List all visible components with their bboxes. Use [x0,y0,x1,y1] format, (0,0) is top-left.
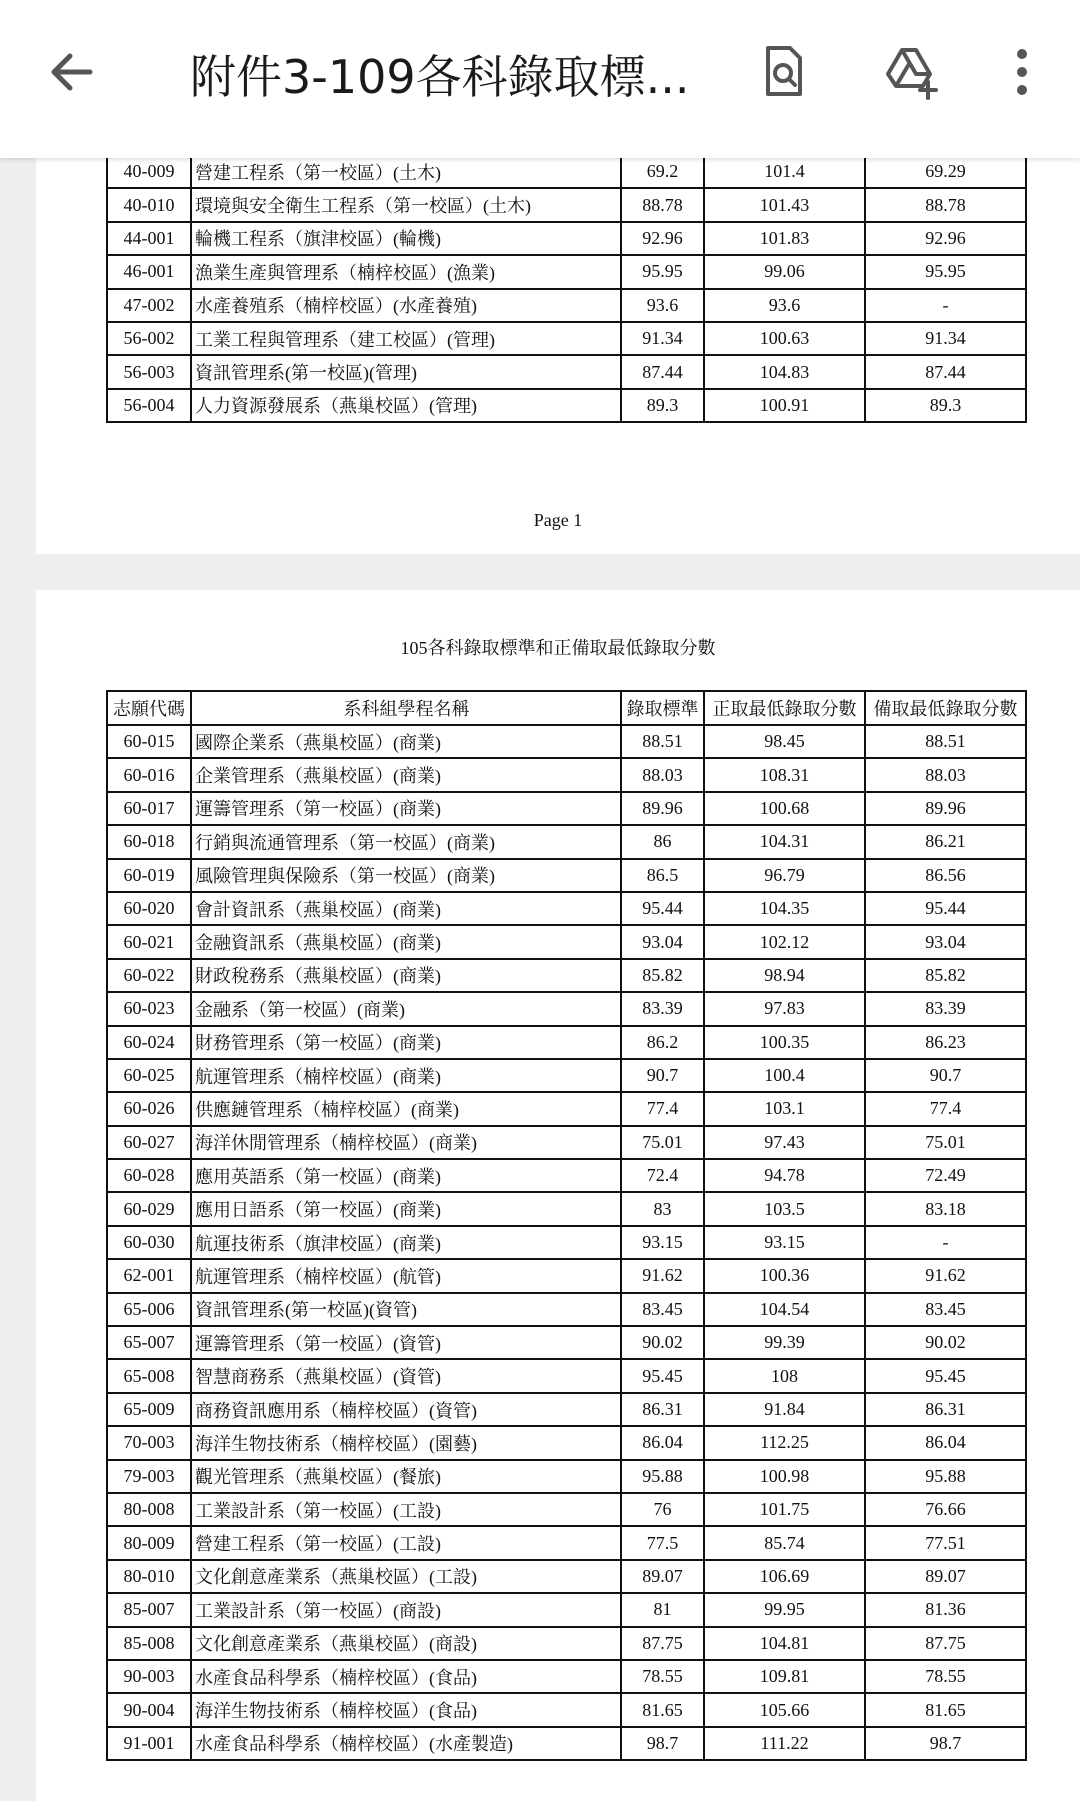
cell-regular-min: 100.91 [704,389,865,422]
table-row [107,322,1026,355]
add-to-drive-icon[interactable] [880,42,940,102]
table-row [107,1493,1026,1526]
cell-alternate-min: 89.07 [865,1560,1026,1593]
cell-regular-min: 100.35 [704,1026,865,1059]
table-row [107,1126,1026,1159]
document-title: 附件3-109各科錄取標... [190,50,690,104]
cell-standard: 83 [621,1192,704,1225]
cell-name: 工業工程與管理系（建工校區）(管理) [191,322,621,355]
cell-standard: 93.6 [621,289,704,322]
cell-code: 60-026 [107,1092,191,1125]
cell-code: 60-029 [107,1192,191,1225]
cell-name: 航運管理系（楠梓校區）(航管) [191,1259,621,1292]
cell-alternate-min: 90.02 [865,1326,1026,1359]
header-alternate-min: 備取最低錄取分數 [865,691,1026,725]
cell-alternate-min: 95.44 [865,892,1026,925]
cell-name: 航運管理系（楠梓校區）(商業) [191,1059,621,1092]
cell-standard: 83.39 [621,992,704,1025]
cell-standard: 89.96 [621,792,704,825]
cell-code: 60-028 [107,1159,191,1192]
table-row [107,959,1026,992]
cell-name: 金融系（第一校區）(商業) [191,992,621,1025]
cell-standard: 72.4 [621,1159,704,1192]
more-vert-icon[interactable] [1000,42,1044,102]
cell-regular-min: 98.94 [704,959,865,992]
cell-code: 65-007 [107,1326,191,1359]
table-row [107,1727,1026,1760]
cell-alternate-min: 86.21 [865,825,1026,858]
cell-alternate-min: 92.96 [865,222,1026,255]
cell-regular-min: 94.78 [704,1159,865,1192]
cell-standard: 86 [621,825,704,858]
cell-regular-min: 104.31 [704,825,865,858]
cell-regular-min: 104.35 [704,892,865,925]
cell-alternate-min: 78.55 [865,1660,1026,1693]
cell-code: 80-008 [107,1493,191,1526]
cell-alternate-min: 77.4 [865,1092,1026,1125]
cell-code: 60-025 [107,1059,191,1092]
cell-alternate-min: 75.01 [865,1126,1026,1159]
cell-code: 60-017 [107,792,191,825]
header-standard: 錄取標準 [621,691,704,725]
cell-standard: 88.51 [621,725,704,758]
cell-regular-min: 100.63 [704,322,865,355]
cell-standard: 76 [621,1493,704,1526]
cell-name: 資訊管理系(第一校區)(資管) [191,1293,621,1326]
cell-code: 60-027 [107,1126,191,1159]
cell-code: 60-024 [107,1026,191,1059]
cell-name: 工業設計系（第一校區）(工設) [191,1493,621,1526]
cell-name: 觀光管理系（燕巢校區）(餐旅) [191,1460,621,1493]
cell-name: 海洋生物技術系（楠梓校區）(園藝) [191,1426,621,1459]
table-row [107,925,1026,958]
cell-name: 行銷與流通管理系（第一校區）(商業) [191,825,621,858]
cell-alternate-min: 86.23 [865,1026,1026,1059]
cell-alternate-min: 89.3 [865,389,1026,422]
table-row [107,1326,1026,1359]
table-row [107,1159,1026,1192]
cell-regular-min: 109.81 [704,1660,865,1693]
cell-code: 85-007 [107,1593,191,1626]
cell-regular-min: 102.12 [704,925,865,958]
cell-regular-min: 100.4 [704,1059,865,1092]
cell-standard: 87.44 [621,355,704,388]
table-row [107,1092,1026,1125]
cell-alternate-min: 76.66 [865,1493,1026,1526]
cell-name: 運籌管理系（第一校區）(商業) [191,792,621,825]
pdf-page-2 [36,590,1080,1801]
header-regular-min: 正取最低錄取分數 [704,691,865,725]
table-row [107,1359,1026,1392]
cell-regular-min: 97.83 [704,992,865,1025]
cell-name: 財務管理系（第一校區）(商業) [191,1026,621,1059]
table-row [107,389,1026,422]
cell-regular-min: 99.95 [704,1593,865,1626]
cell-name: 會計資訊系（燕巢校區）(商業) [191,892,621,925]
cell-regular-min: 101.43 [704,188,865,221]
cell-code: 62-001 [107,1259,191,1292]
table-row [107,355,1026,388]
table-row [107,1560,1026,1593]
table-row [107,222,1026,255]
cell-alternate-min: 98.7 [865,1727,1026,1760]
cell-name: 應用英語系（第一校區）(商業) [191,1159,621,1192]
cell-code: 56-002 [107,322,191,355]
cell-regular-min: 112.25 [704,1426,865,1459]
cell-alternate-min: 81.65 [865,1693,1026,1726]
cell-standard: 81 [621,1593,704,1626]
cell-code: 65-006 [107,1293,191,1326]
cell-name: 水產食品科學系（楠梓校區）(水產製造) [191,1727,621,1760]
cell-regular-min: 98.45 [704,725,865,758]
cell-standard: 89.07 [621,1560,704,1593]
cell-standard: 86.2 [621,1026,704,1059]
cell-code: 60-018 [107,825,191,858]
cell-code: 70-003 [107,1426,191,1459]
cell-standard: 93.15 [621,1226,704,1259]
table-row [107,725,1026,758]
cell-regular-min: 104.54 [704,1293,865,1326]
cell-alternate-min: 88.03 [865,758,1026,791]
cell-alternate-min: 91.34 [865,322,1026,355]
cell-regular-min: 104.83 [704,355,865,388]
cell-name: 人力資源發展系（燕巢校區）(管理) [191,389,621,422]
cell-standard: 93.04 [621,925,704,958]
table-row [107,1059,1026,1092]
table-row [107,1627,1026,1660]
cell-name: 風險管理與保險系（第一校區）(商業) [191,859,621,892]
cell-standard: 91.62 [621,1259,704,1292]
cell-alternate-min: 81.36 [865,1593,1026,1626]
table-row [107,859,1026,892]
cell-regular-min: 99.06 [704,255,865,288]
cell-name: 輪機工程系（旗津校區）(輪機) [191,222,621,255]
cell-regular-min: 103.1 [704,1092,865,1125]
cell-alternate-min: 95.95 [865,255,1026,288]
cell-standard: 69.2 [621,155,704,188]
cell-code: 56-004 [107,389,191,422]
cell-code: 56-003 [107,355,191,388]
cell-code: 80-010 [107,1560,191,1593]
cell-code: 60-016 [107,758,191,791]
cell-alternate-min: 90.7 [865,1059,1026,1092]
cell-regular-min: 106.69 [704,1560,865,1593]
cell-code: 91-001 [107,1727,191,1760]
cell-regular-min: 100.98 [704,1460,865,1493]
cell-code: 65-009 [107,1393,191,1426]
cell-alternate-min: 88.51 [865,725,1026,758]
cell-standard: 95.95 [621,255,704,288]
cell-name: 智慧商務系（燕巢校區）(資管) [191,1359,621,1392]
cell-name: 水產食品科學系（楠梓校區）(食品) [191,1660,621,1693]
admission-table-page2 [106,690,1027,1761]
table-row [107,792,1026,825]
cell-regular-min: 85.74 [704,1526,865,1559]
cell-regular-min: 93.6 [704,289,865,322]
cell-regular-min: 91.84 [704,1393,865,1426]
cell-regular-min: 104.81 [704,1627,865,1660]
table-row [107,1026,1026,1059]
cell-standard: 85.82 [621,959,704,992]
table-row [107,825,1026,858]
cell-alternate-min: 85.82 [865,959,1026,992]
table-row [107,1259,1026,1292]
cell-regular-min: 105.66 [704,1693,865,1726]
cell-alternate-min: 86.56 [865,859,1026,892]
pdf-page-1 [36,140,1080,554]
cell-name: 資訊管理系(第一校區)(管理) [191,355,621,388]
cell-regular-min: 111.22 [704,1727,865,1760]
document-heading: 105各科錄取標準和正備取最低錄取分數 [400,638,716,658]
header-name: 系科組學程名稱 [191,691,621,725]
cell-name: 海洋休閒管理系（楠梓校區）(商業) [191,1126,621,1159]
cell-standard: 89.3 [621,389,704,422]
table-row [107,1460,1026,1493]
cell-name: 供應鏈管理系（楠梓校區）(商業) [191,1092,621,1125]
back-arrow-icon[interactable] [44,44,100,100]
cell-standard: 77.4 [621,1092,704,1125]
cell-name: 應用日語系（第一校區）(商業) [191,1192,621,1225]
cell-alternate-min: 83.18 [865,1192,1026,1225]
table-row [107,188,1026,221]
cell-code: 46-001 [107,255,191,288]
cell-code: 79-003 [107,1460,191,1493]
cell-name: 漁業生產與管理系（楠梓校區）(漁業) [191,255,621,288]
table-row [107,992,1026,1025]
cell-standard: 95.44 [621,892,704,925]
cell-standard: 91.34 [621,322,704,355]
cell-code: 85-008 [107,1627,191,1660]
cell-name: 文化創意產業系（燕巢校區）(工設) [191,1560,621,1593]
cell-alternate-min: 89.96 [865,792,1026,825]
table-row [107,1192,1026,1225]
table-row [107,1660,1026,1693]
cell-code: 47-002 [107,289,191,322]
cell-alternate-min: 93.04 [865,925,1026,958]
cell-name: 文化創意產業系（燕巢校區）(商設) [191,1627,621,1660]
table-row [107,155,1026,188]
cell-code: 60-023 [107,992,191,1025]
cell-code: 90-004 [107,1693,191,1726]
cell-code: 90-003 [107,1660,191,1693]
cell-alternate-min: 72.49 [865,1159,1026,1192]
cell-code: 80-009 [107,1526,191,1559]
cell-standard: 98.7 [621,1727,704,1760]
cell-regular-min: 108 [704,1359,865,1392]
table-header-row [107,691,1026,725]
table-row [107,255,1026,288]
cell-regular-min: 101.75 [704,1493,865,1526]
cell-code: 60-020 [107,892,191,925]
cell-alternate-min: - [865,1226,1026,1259]
cell-name: 財政稅務系（燕巢校區）(商業) [191,959,621,992]
cell-standard: 90.7 [621,1059,704,1092]
cell-code: 40-010 [107,188,191,221]
table-row [107,1226,1026,1259]
cell-standard: 88.03 [621,758,704,791]
find-in-page-icon[interactable] [754,42,814,102]
cell-name: 運籌管理系（第一校區）(資管) [191,1326,621,1359]
cell-name: 營建工程系（第一校區）(工設) [191,1526,621,1559]
table-row [107,1393,1026,1426]
cell-regular-min: 97.43 [704,1126,865,1159]
cell-standard: 81.65 [621,1693,704,1726]
cell-code: 40-009 [107,155,191,188]
cell-code: 44-001 [107,222,191,255]
header-code: 志願代碼 [107,691,191,725]
table-row [107,1593,1026,1626]
page-label: Page 1 [533,510,583,530]
cell-standard: 77.5 [621,1526,704,1559]
cell-standard: 75.01 [621,1126,704,1159]
cell-alternate-min: 83.39 [865,992,1026,1025]
cell-alternate-min: 69.29 [865,155,1026,188]
cell-regular-min: 100.36 [704,1259,865,1292]
cell-alternate-min: 88.78 [865,188,1026,221]
cell-code: 60-021 [107,925,191,958]
cell-standard: 86.31 [621,1393,704,1426]
table-row [107,1526,1026,1559]
cell-code: 60-019 [107,859,191,892]
cell-standard: 87.75 [621,1627,704,1660]
cell-alternate-min: 95.45 [865,1359,1026,1392]
cell-name: 航運技術系（旗津校區）(商業) [191,1226,621,1259]
cell-code: 60-030 [107,1226,191,1259]
cell-name: 國際企業系（燕巢校區）(商業) [191,725,621,758]
cell-alternate-min: 87.44 [865,355,1026,388]
cell-alternate-min: 87.75 [865,1627,1026,1660]
cell-code: 65-008 [107,1359,191,1392]
cell-regular-min: 99.39 [704,1326,865,1359]
table-row [107,1693,1026,1726]
cell-regular-min: 108.31 [704,758,865,791]
cell-standard: 92.96 [621,222,704,255]
cell-alternate-min: 86.04 [865,1426,1026,1459]
cell-regular-min: 101.83 [704,222,865,255]
cell-code: 60-022 [107,959,191,992]
table-row [107,758,1026,791]
cell-standard: 83.45 [621,1293,704,1326]
cell-name: 企業管理系（燕巢校區）(商業) [191,758,621,791]
cell-name: 海洋生物技術系（楠梓校區）(食品) [191,1693,621,1726]
cell-name: 金融資訊系（燕巢校區）(商業) [191,925,621,958]
cell-name: 商務資訊應用系（楠梓校區）(資管) [191,1393,621,1426]
table-row [107,1293,1026,1326]
cell-alternate-min: 95.88 [865,1460,1026,1493]
cell-alternate-min: 91.62 [865,1259,1026,1292]
cell-name: 營建工程系（第一校區）(土木) [191,155,621,188]
cell-regular-min: 96.79 [704,859,865,892]
table-row [107,1426,1026,1459]
cell-code: 60-015 [107,725,191,758]
cell-name: 工業設計系（第一校區）(商設) [191,1593,621,1626]
cell-regular-min: 93.15 [704,1226,865,1259]
table-row [107,892,1026,925]
cell-alternate-min: 77.51 [865,1526,1026,1559]
cell-alternate-min: 83.45 [865,1293,1026,1326]
admission-table-page1 [106,154,1027,423]
top-app-bar [0,0,1080,158]
cell-standard: 95.45 [621,1359,704,1392]
cell-standard: 95.88 [621,1460,704,1493]
cell-standard: 90.02 [621,1326,704,1359]
cell-standard: 86.04 [621,1426,704,1459]
table-row [107,289,1026,322]
cell-regular-min: 103.5 [704,1192,865,1225]
cell-alternate-min: 86.31 [865,1393,1026,1426]
cell-standard: 88.78 [621,188,704,221]
cell-standard: 78.55 [621,1660,704,1693]
cell-regular-min: 101.4 [704,155,865,188]
cell-standard: 86.5 [621,859,704,892]
cell-alternate-min: - [865,289,1026,322]
cell-regular-min: 100.68 [704,792,865,825]
cell-name: 環境與安全衛生工程系（第一校區）(土木) [191,188,621,221]
cell-name: 水產養殖系（楠梓校區）(水產養殖) [191,289,621,322]
